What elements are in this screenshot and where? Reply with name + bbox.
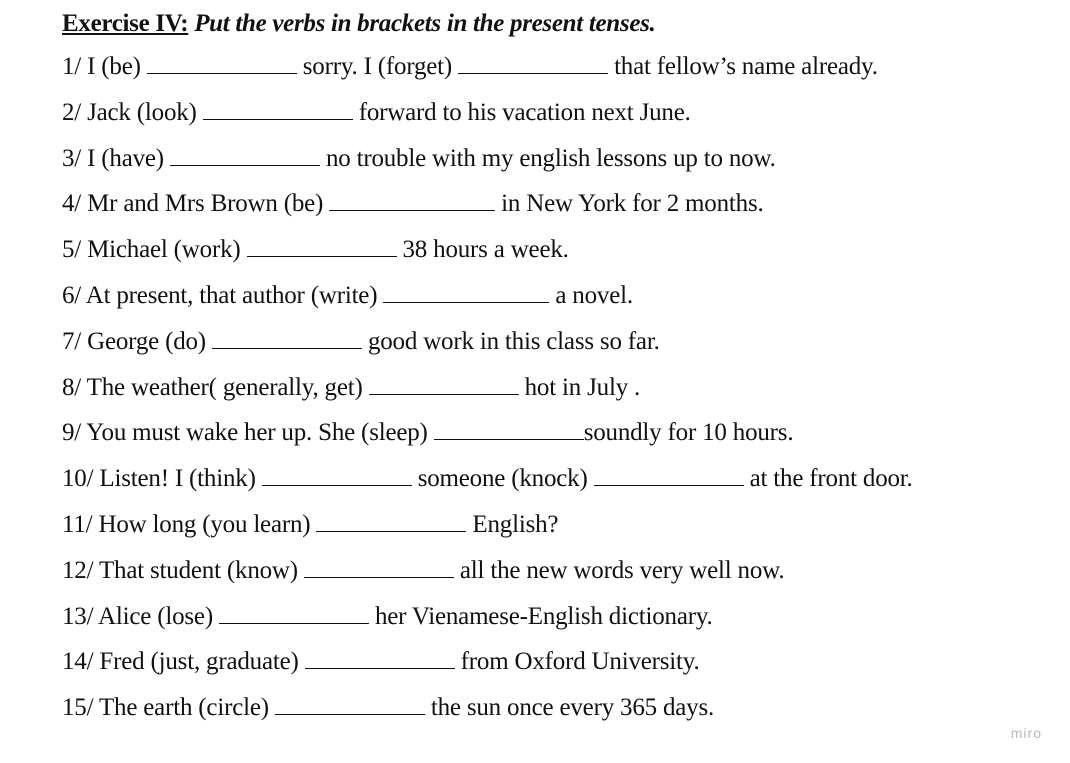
item-text: Jack (look) (87, 98, 197, 126)
answer-blank[interactable] (369, 374, 519, 395)
exercise-instruction: Put the verbs in brackets in the present tenses. (194, 10, 656, 37)
answer-blank[interactable] (147, 53, 297, 74)
item-text: no trouble with my english lessons up to now. (325, 144, 776, 172)
exercise-item-7 (62, 319, 1062, 365)
item-text: good work in this class so far. (367, 327, 660, 355)
item-text: from Oxford University. (460, 648, 700, 676)
answer-blank[interactable] (316, 511, 466, 532)
item-text: a novel. (555, 281, 633, 309)
item-text: her Vienamese-English dictionary. (374, 602, 713, 630)
item-number: 3/ (62, 144, 82, 172)
exercise-item-5 (62, 227, 1062, 273)
item-number: 10/ (62, 465, 94, 493)
answer-blank[interactable] (275, 694, 425, 715)
item-text: forward to his vacation next June. (358, 98, 691, 126)
exercise-label: Exercise IV: (62, 10, 189, 37)
answer-blank[interactable] (305, 648, 455, 669)
answer-blank[interactable] (170, 145, 320, 166)
item-text: that fellow’s name already. (614, 53, 878, 80)
item-text: At present, that author (write) (85, 281, 378, 309)
item-text: sorry. I (forget) (302, 53, 453, 80)
item-text: You must wake her up. She (sleep) (86, 419, 428, 447)
item-number: 7/ (62, 327, 82, 355)
item-text: How long (you learn) (98, 510, 311, 538)
exercise-item-2 (62, 90, 1062, 136)
item-text: English? (472, 510, 559, 538)
item-text: the sun once every 365 days. (430, 694, 715, 722)
item-text: Listen! I (think) (99, 465, 256, 493)
answer-blank[interactable] (247, 236, 397, 257)
answer-blank[interactable] (212, 328, 362, 349)
answer-blank[interactable] (434, 419, 584, 440)
answer-blank[interactable] (304, 557, 454, 578)
item-text: Fred (just, graduate) (99, 648, 299, 676)
item-text: 38 hours a week. (402, 236, 569, 264)
exercise-item-4 (62, 181, 1062, 227)
answer-blank[interactable] (219, 603, 369, 624)
item-text: That student (know) (98, 556, 298, 584)
item-number: 4/ (62, 190, 82, 218)
item-text: The earth (circle) (98, 694, 269, 722)
item-number: 12/ (62, 556, 94, 584)
exercise-item-3 (62, 136, 1062, 182)
item-text: I (have) (87, 144, 164, 172)
exercise-heading (62, 6, 1062, 44)
item-number: 11/ (62, 510, 93, 538)
item-number: 9/ (62, 419, 82, 447)
item-number: 14/ (62, 648, 94, 676)
exercise-item-13 (62, 594, 1062, 640)
item-number: 5/ (62, 236, 82, 264)
answer-blank[interactable] (383, 282, 549, 303)
item-text: Alice (lose) (98, 602, 213, 630)
exercise-item-15 (62, 685, 1062, 731)
answer-blank[interactable] (594, 465, 744, 486)
item-number: 6/ (62, 281, 82, 309)
item-text: I (be) (87, 53, 141, 80)
item-text: someone (knock) (417, 465, 588, 493)
item-number: 1/ (62, 53, 82, 80)
exercise-item-14 (62, 639, 1062, 685)
item-text: all the new words very well now. (459, 556, 785, 584)
item-text: hot in July . (524, 373, 641, 401)
item-number: 2/ (62, 98, 82, 126)
worksheet (62, 6, 1062, 731)
item-text: Mr and Mrs Brown (be) (87, 190, 324, 218)
item-text: George (do) (87, 327, 206, 355)
exercise-item-12 (62, 548, 1062, 594)
item-number: 13/ (62, 602, 94, 630)
item-text: soundly for 10 hours. (583, 419, 794, 447)
item-number: 8/ (62, 373, 82, 401)
item-text: at the front door. (749, 465, 913, 493)
answer-blank[interactable] (329, 190, 495, 211)
answer-blank[interactable] (262, 465, 412, 486)
exercise-item-6 (62, 273, 1062, 319)
item-text: Michael (work) (87, 236, 241, 264)
exercise-item-9 (62, 410, 1062, 456)
item-text: The weather( generally, get) (86, 373, 363, 401)
answer-blank[interactable] (458, 53, 608, 74)
item-text: in New York for 2 months. (501, 190, 764, 218)
exercise-item-1 (62, 44, 1062, 90)
exercise-item-11 (62, 502, 1062, 548)
exercise-item-8 (62, 365, 1062, 411)
exercise-item-10 (62, 456, 1062, 502)
miro-watermark: miro (1010, 725, 1042, 741)
answer-blank[interactable] (203, 99, 353, 120)
item-number: 15/ (62, 694, 94, 722)
